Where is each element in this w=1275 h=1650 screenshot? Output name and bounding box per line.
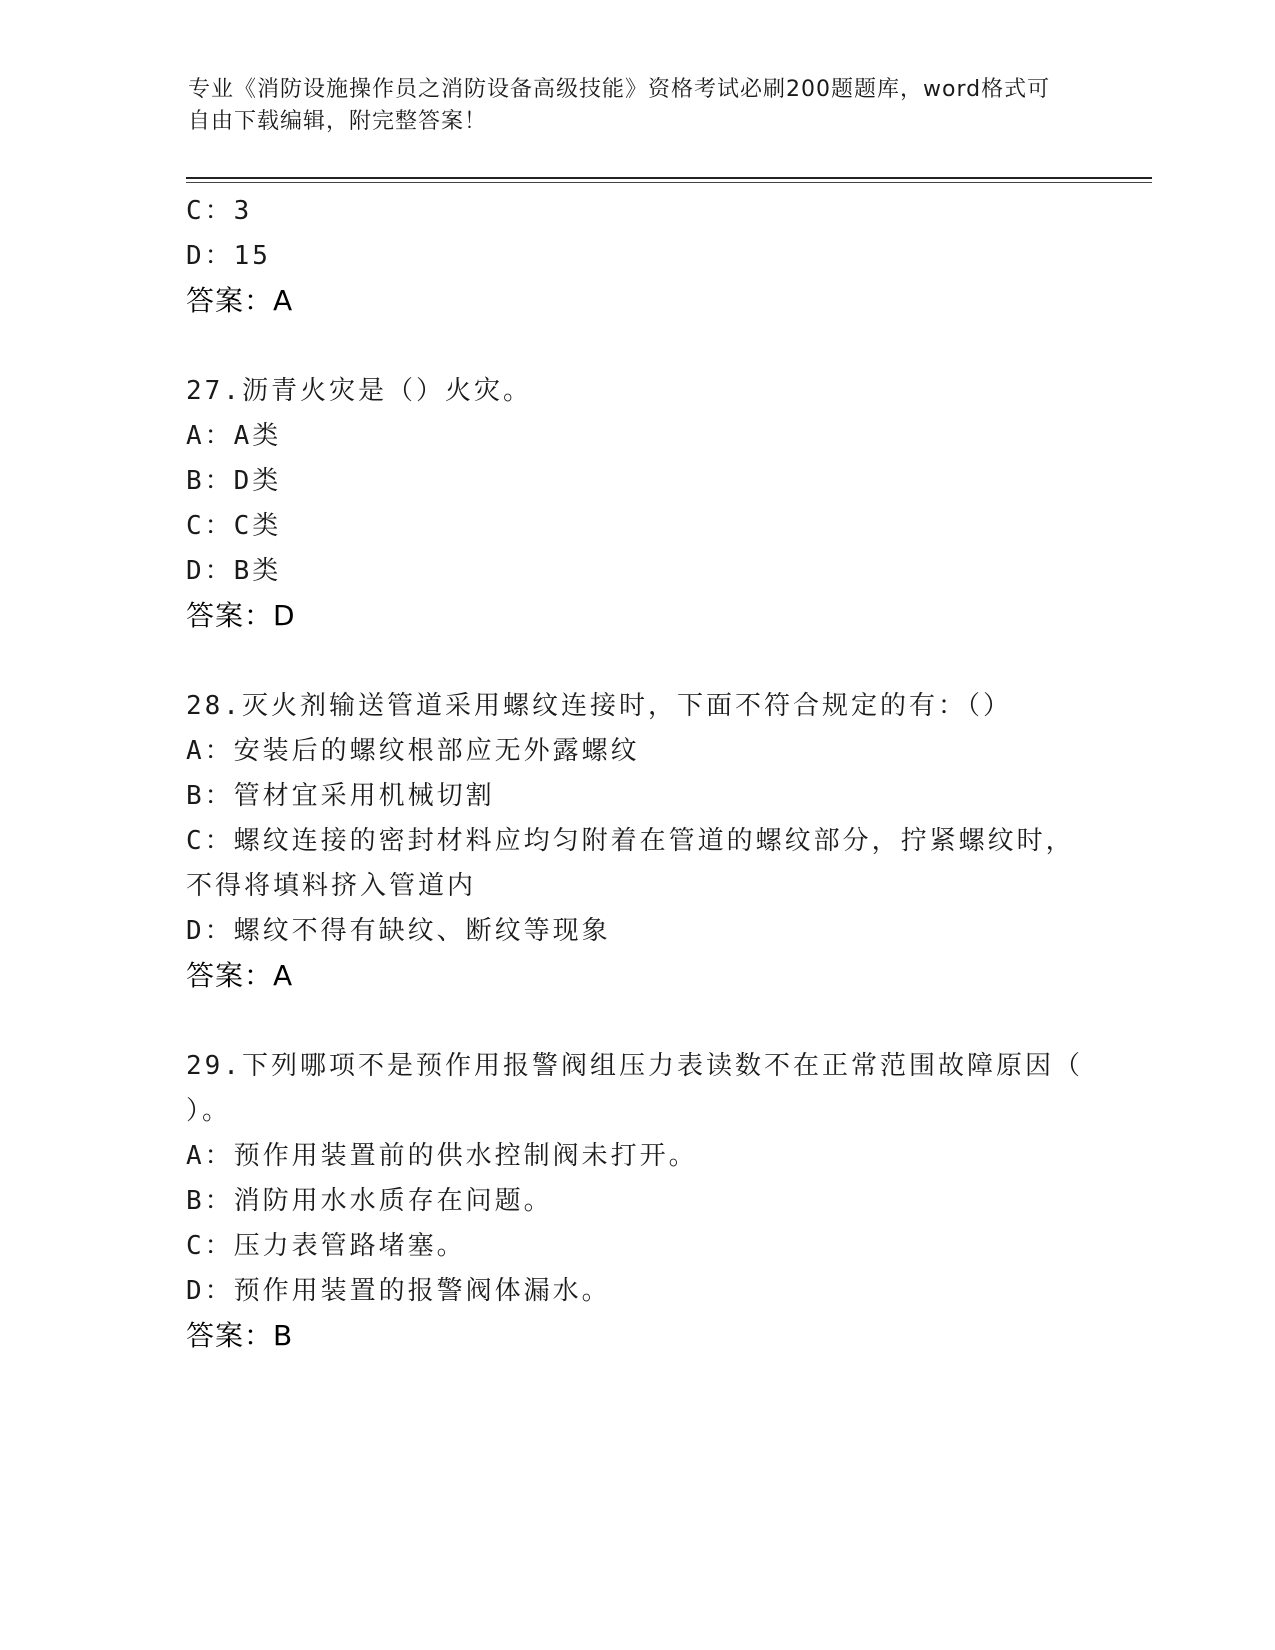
q27-option-d: D：B类 — [186, 556, 282, 586]
q27-option-b: B：D类 — [186, 466, 282, 496]
q29-answer: 答案：B — [186, 1319, 294, 1352]
q28-option-c-line1: C：螺纹连接的密封材料应均匀附着在管道的螺纹部分，拧紧螺纹时， — [186, 826, 1075, 856]
q27-option-c: C：C类 — [186, 511, 282, 541]
q29-stem-line2: ）。 — [186, 1096, 232, 1126]
q27-stem: 27.沥青火灾是（）火灾。 — [186, 376, 532, 406]
q26-option-d: D：15 — [186, 241, 271, 271]
header-divider-thick — [186, 177, 1152, 179]
q29-option-a: A：预作用装置前的供水控制阀未打开。 — [186, 1141, 698, 1171]
q28-option-b: B：管材宜采用机械切割 — [186, 781, 495, 811]
q29-option-c: C：压力表管路堵塞。 — [186, 1231, 466, 1261]
page-header: 专业《消防设施操作员之消防设备高级技能》资格考试必刷200题题库，word格式可自由下载编辑，附完整答案！ — [188, 77, 1051, 134]
q27-option-a: A：A类 — [186, 421, 282, 451]
q28-option-d: D：螺纹不得有缺纹、断纹等现象 — [186, 916, 611, 946]
q29-stem-line1: 29.下列哪项不是预作用报警阀组压力表读数不在正常范围故障原因（ — [186, 1051, 1083, 1081]
q27-answer: 答案：D — [186, 599, 296, 632]
q26-option-c: C：3 — [186, 196, 253, 226]
q28-stem: 28.灭火剂输送管道采用螺纹连接时，下面不符合规定的有：（） — [186, 691, 1012, 721]
q29-option-b: B：消防用水水质存在问题。 — [186, 1186, 553, 1216]
q26-answer: 答案：A — [186, 284, 294, 317]
header-divider-thin — [186, 182, 1152, 183]
q29-option-d: D：预作用装置的报警阀体漏水。 — [186, 1276, 611, 1306]
q28-option-a: A：安装后的螺纹根部应无外露螺纹 — [186, 736, 640, 766]
q28-answer: 答案：A — [186, 959, 294, 992]
q28-option-c-line2: 不得将填料挤入管道内 — [186, 871, 477, 901]
